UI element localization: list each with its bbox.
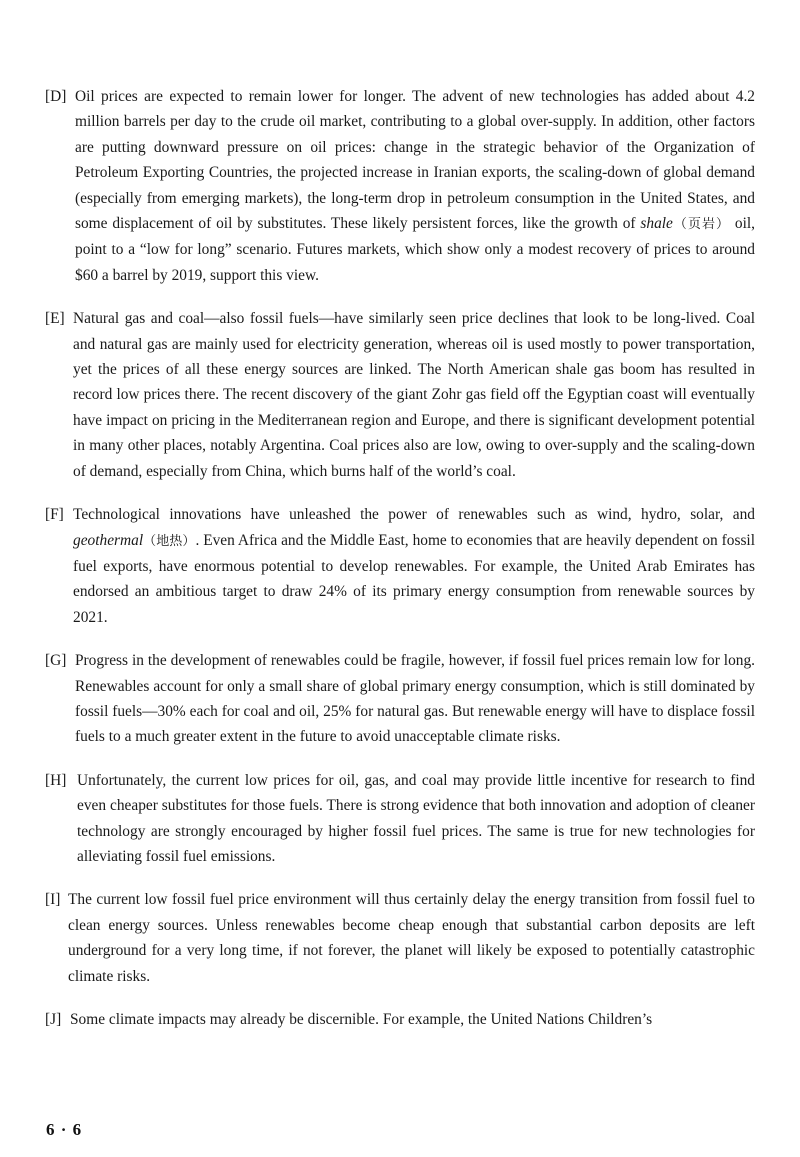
paragraph-text-part: Oil prices are expected to remain lower for longer. The advent of new technologies has added about 4.2 million barrels per day to the crude oil market, contributing to a global over-supply. In addition, other factors are putting downward pressure on oil prices: change in the strategic behavior of the Organization of Petroleum Exporting Countries, the projected increase in Iranian exports, the scaling-down of global demand (especially from emerging markets), the long-term drop in petroleum consumption in the United States, and some displacement of oil by substitutes. These likely persistent forces, like the growth of [75,88,755,233]
paragraph-text: Natural gas and coal—also fossil fuels—have similarly seen price declines that look to be long-lived. Coal and natural gas are mainly used for electricity generation, whereas oil is used mostly to power transportation, yet the prices of all these energy sources are linked. The North American shale gas boom has resulted in record low prices there. The recent discovery of the giant Zohr gas field off the Egyptian coast will eventually have impact on pricing in the Mediterranean region and Europe, and there is significant development potential in many other places, notably Argentina. Coal prices also are low, owing to over-supply and the scaling-down of demand, especially from China, which burns half of the world’s coal. [73,310,755,480]
page-number: 6 · 6 [46,1120,83,1139]
paragraph-h [45,768,755,870]
paragraph-text [75,84,755,288]
paragraph-label: [F] [45,506,64,524]
paragraph-i [45,887,755,989]
paragraph-text: Progress in the development of renewables could be fragile, however, if fossil fuel prices remain low for long. Renewables account for only a small share of global primary energy consumption, which is still dominated by fossil fuels—30% each for coal and oil, 25% for natural gas. But renewable energy will have to displace fossil fuels to a much greater extent in the future to avoid unacceptable climate risks. [75,652,755,746]
paragraph-label: [E] [45,310,65,328]
paragraph-g [45,648,755,750]
paragraph-label: [H] [45,771,67,789]
paragraph-label: [G] [45,652,67,670]
paragraph-text [73,502,755,630]
term-gloss: （地热） [143,533,196,549]
glossary-term: shale [640,215,673,233]
term-gloss: （页岩） [672,217,731,233]
paragraph-text-part: Technological innovations have unleashed the power of renewables such as wind, hydro, solar, and [73,506,755,524]
paragraph-text: The current low fossil fuel price environment will thus certainly delay the energy transition from fossil fuel to clean energy sources. Unless renewables become cheap enough that substantial carbon deposits are left underground for a very long time, if not forever, the planet will likely be exposed to potentially catastrophic climate risks. [68,891,755,985]
paragraph-text-part: oil, point to a “low for long” scenario. Futures markets, which show only a modest recovery of prices to around $60 a barrel by 2019, support this view. [75,215,755,284]
paragraph-label: [D] [45,88,67,105]
document-page [45,84,755,1050]
paragraph-text: Unfortunately, the current low prices for oil, gas, and coal may provide little incentive for research to find even cheaper substitutes for those fuels. There is strong evidence that both innovation and adoption of cleaner technology are strongly encouraged by higher fossil fuel prices. The same is true for new technologies for alleviating fossil fuel emissions. [77,771,755,865]
paragraph-d [45,84,755,288]
paragraph-label: [J] [45,1011,62,1028]
paragraph-j [45,1007,755,1032]
paragraph-label: [I] [45,891,61,909]
paragraph-e [45,306,755,484]
glossary-term: geothermal [73,531,144,549]
paragraph-f [45,502,755,630]
paragraph-text: Some climate impacts may already be discernible. For example, the United Nations Children’s [70,1011,653,1028]
paragraph-text-part: . Even Africa and the Middle East, home to economies that are heavily dependent on fossil fuel exports, have enormous potential to develop renewables. For example, the United Arab Emirates has endorsed an ambitious target to draw 24% of its primary energy consumption from renewable sources by 2021. [73,531,755,626]
